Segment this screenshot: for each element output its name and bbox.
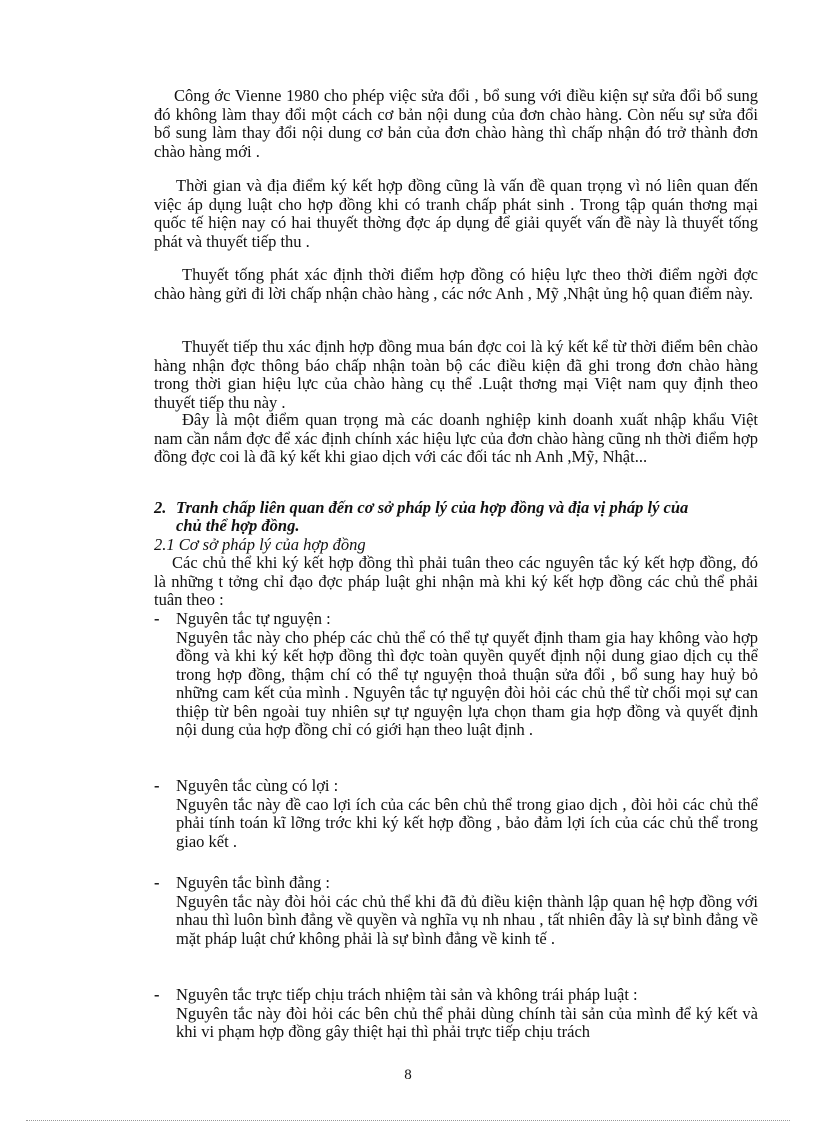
bullet-equality-principle <box>154 874 758 948</box>
bullet-title: Nguyên tắc cùng có lợi : <box>176 776 339 795</box>
section-heading-line1: Tranh chấp liên quan đến cơ sở pháp lý của hợp đồng và địa vị pháp lý của <box>176 498 689 517</box>
bullet-body: Nguyên tắc này đòi hỏi các chủ thể khi đã đủ điều kiện thành lập quan hệ hợp đồng với nhau thì luôn bình đẳng về quyền và nghĩa vụ nh nhau , tất nhiên đây là sự bình đẳng về mặt pháp luật chứ không phải là sự bình đẳng về kinh tế . <box>176 891 758 948</box>
bullet-voluntary-principle <box>154 610 758 740</box>
bullet-mutual-benefit-principle <box>154 777 758 851</box>
section-heading-line2: chủ thể hợp đồng. <box>176 516 300 535</box>
paragraph-principles-intro: Các chủ thể khi ký kết hợp đồng thì phải tuân theo các nguyên tắc ký kết hợp đồng, đó là những t tởng chỉ đạo đợc pháp luật ghi nhận mà khi ký kết hợp đồng các chủ thể phải tuân theo : <box>154 553 758 609</box>
section-number: 2. <box>154 498 167 517</box>
paragraph-importance-note: Đây là một điểm quan trọng mà các doanh nghiệp kinh doanh xuất nhập khẩu Việt nam cần nắm đợc để xác định chính xác hiệu lực của đơn chào hàng cũng nh thời điểm hợp đồng đợc coi là đã ký kết khi giao dịch với các đối tác nh Anh ,Mỹ, Nhật... <box>154 410 758 466</box>
paragraph-receipt-theory: Thuyết tiếp thu xác định hợp đồng mua bán đợc coi là ký kết kể từ thời điểm bên chào hàng nhận đợc thông báo chấp nhận toàn bộ các điều kiện đã ghi trong đơn chào hàng trong thời gian hiệu lực của chào hàng cụ thể .Luật thơng mại Việt nam quy định theo thuyết tiếp thu này . <box>154 337 758 412</box>
page-bottom-divider <box>26 1120 790 1121</box>
section-heading <box>154 499 758 535</box>
bullet-body: Nguyên tắc này cho phép các chủ thể có thể tự quyết định tham gia hay không vào hợp đồng và khi ký kết hợp đồng thì đợc toàn quyền quyết định nội dung giao dịch cụ thể trong hợp đồng, thậm chí có thể tự nguyện thoả thuận sửa đổi , bổ sung hay huỷ bỏ những cam kết của mình . Nguyên tắc tự nguyện đòi hỏi các chủ thể từ chối mọi sự can thiệp từ bên ngoài tuy nhiên sự tự nguyện lựa chọn tham gia hợp đồng và quyết định nội dung của hợp đồng chỉ có giới hạn theo luật định . <box>176 627 758 739</box>
bullet-dash: - <box>154 776 160 795</box>
paragraph-dispatch-theory: Thuyết tống phát xác định thời điểm hợp đồng có hiệu lực theo thời điểm ngời đợc chào hàng gửi đi lời chấp nhận chào hàng , các nớc Anh , Mỹ ,Nhật ủng hộ quan điểm này. <box>154 265 758 303</box>
paragraph-vienne-convention: Công ớc Vienne 1980 cho phép việc sửa đổi , bổ sung với điều kiện sự sửa đổi bổ sung đó không làm thay đổi một cách cơ bản nội dung của đơn chào hàng. Còn nếu sự sửa đổi bổ sung làm thay đổi nội dung cơ bản của đơn chào hàng thì chấp nhận đó trở thành đơn chào hàng mới . <box>154 86 758 161</box>
page-number: 8 <box>404 1067 412 1083</box>
bullet-dash: - <box>154 985 160 1004</box>
bullet-title: Nguyên tắc tự nguyện : <box>176 609 331 628</box>
bullet-title: Nguyên tắc trực tiếp chịu trách nhiệm tài sản và không trái pháp luật : <box>176 985 638 1004</box>
bullet-body: Nguyên tắc này đề cao lợi ích của các bên chủ thể trong giao dịch , đòi hỏi các chủ thể phải tính toán kĩ lỡng trớc khi ký kết hợp đồng , bảo đảm lợi ích của các chủ thể trong giao kết . <box>176 794 758 851</box>
paragraph-time-and-place: Thời gian và địa điểm ký kết hợp đồng cũng là vấn đề quan trọng vì nó liên quan đến việc áp dụng luật cho hợp đồng khi có tranh chấp phát sinh . Trong tập quán thơng mại quốc tế hiện nay có hai thuyết thờng đợc áp dụng để giải quyết vấn đề này là thuyết tống phát và thuyết tiếp thu . <box>154 176 758 251</box>
bullet-dash: - <box>154 609 160 628</box>
subsection-heading: 2.1 Cơ sở pháp lý của hợp đồng <box>154 535 366 554</box>
bullet-dash: - <box>154 873 160 892</box>
bullet-body: Nguyên tắc này đòi hỏi các bên chủ thể phải dùng chính tài sản của mình để ký kết và khi vi phạm hợp đồng gây thiệt hại thì phải trực tiếp chịu trách <box>176 1003 758 1041</box>
bullet-title: Nguyên tắc bình đẳng : <box>176 873 330 892</box>
bullet-liability-principle <box>154 986 758 1042</box>
